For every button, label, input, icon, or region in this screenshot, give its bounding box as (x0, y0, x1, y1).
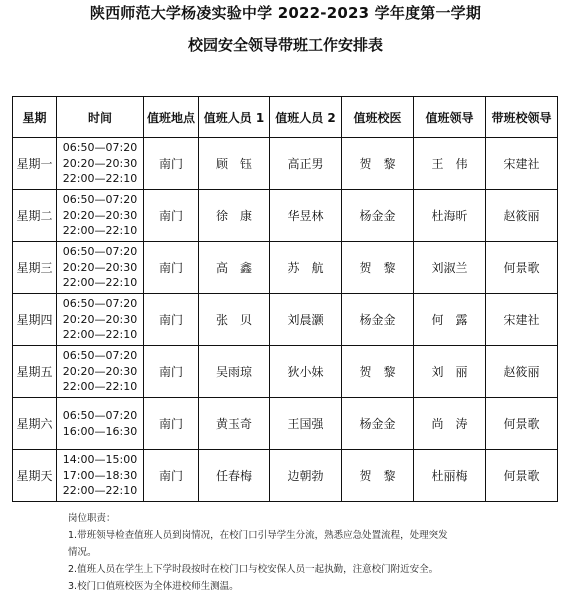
staff1-cell: 黄玉奇 (199, 398, 270, 450)
school-leader-cell: 赵筱丽 (486, 190, 558, 242)
location-cell: 南门 (144, 190, 199, 242)
leader-cell: 刘 丽 (414, 346, 486, 398)
table-row (13, 138, 558, 190)
doctor-cell: 贺 黎 (342, 450, 414, 502)
column-header-location: 值班地点 (144, 97, 199, 138)
staff1-cell: 吴雨琼 (199, 346, 270, 398)
column-header-leader: 值班领导 (414, 97, 486, 138)
doctor-cell: 贺 黎 (342, 346, 414, 398)
leader-cell: 杜丽梅 (414, 450, 486, 502)
location-cell: 南门 (144, 398, 199, 450)
time-slot: 06:50—07:20 (62, 193, 138, 207)
day-cell: 星期四 (13, 294, 57, 346)
school-leader-cell: 何景歌 (486, 242, 558, 294)
time-slot: 20:20—20:30 (62, 156, 138, 170)
time-slot: 22:00—22:10 (62, 276, 138, 290)
note-item-1: 1.带班领导检查值班人员到岗情况，在校门口引导学生分流，熟悉应急处置流程，处理突发 (68, 530, 448, 541)
table-row (13, 190, 558, 242)
leader-cell: 刘淑兰 (414, 242, 486, 294)
time-slot: 14:00—15:00 (62, 453, 138, 467)
note-item-3: 3.校门口值班校医为全体进校师生测温。 (68, 581, 239, 592)
time-slot: 22:00—22:10 (62, 484, 138, 498)
table-row (13, 346, 558, 398)
school-leader-cell: 宋建社 (486, 294, 558, 346)
staff2-cell: 边朝勃 (270, 450, 342, 502)
time-cell (57, 450, 144, 502)
column-header-doctor: 值班校医 (342, 97, 414, 138)
time-slot: 20:20—20:30 (62, 364, 138, 378)
staff2-cell: 狄小妹 (270, 346, 342, 398)
staff2-cell: 刘晨灏 (270, 294, 342, 346)
doctor-cell: 贺 黎 (342, 138, 414, 190)
time-slot: 20:20—20:30 (62, 208, 138, 222)
time-cell (57, 346, 144, 398)
school-leader-cell: 何景歌 (486, 398, 558, 450)
location-cell: 南门 (144, 450, 199, 502)
location-cell: 南门 (144, 294, 199, 346)
notes-heading: 岗位职责： (68, 513, 116, 524)
column-header-day: 星期 (13, 97, 57, 138)
time-cell (57, 242, 144, 294)
note-item-1-continued: 情况。 (68, 547, 97, 558)
staff2-cell: 王国强 (270, 398, 342, 450)
location-cell: 南门 (144, 346, 199, 398)
table-row (13, 450, 558, 502)
time-cell (57, 190, 144, 242)
school-leader-cell: 宋建社 (486, 138, 558, 190)
column-header-school-leader: 带班校领导 (486, 97, 558, 138)
time-slot: 06:50—07:20 (62, 297, 138, 311)
duty-notes (68, 510, 558, 595)
location-cell: 南门 (144, 242, 199, 294)
day-cell: 星期五 (13, 346, 57, 398)
day-cell: 星期二 (13, 190, 57, 242)
day-cell: 星期一 (13, 138, 57, 190)
doctor-cell: 贺 黎 (342, 242, 414, 294)
staff2-cell: 苏 航 (270, 242, 342, 294)
time-slot: 20:20—20:30 (62, 312, 138, 326)
time-slot: 06:50—07:20 (62, 409, 138, 422)
time-slot: 17:00—18:30 (62, 468, 138, 482)
column-header-staff1: 值班人员 1 (199, 97, 270, 138)
column-header-time: 时间 (57, 97, 144, 138)
note-item-2: 2.值班人员在学生上下学时段按时在校门口与校安保人员一起执勤，注意校门附近安全。 (68, 564, 439, 575)
doctor-cell: 杨金金 (342, 398, 414, 450)
duty-schedule-table (12, 96, 558, 502)
leader-cell: 尚 涛 (414, 398, 486, 450)
leader-cell: 何 露 (414, 294, 486, 346)
time-slot: 16:00—16:30 (62, 424, 138, 438)
column-header-staff2: 值班人员 2 (270, 97, 342, 138)
table-header-row (13, 97, 558, 138)
staff1-cell: 徐 康 (199, 190, 270, 242)
staff1-cell: 高 鑫 (199, 242, 270, 294)
doctor-cell: 杨金金 (342, 190, 414, 242)
doctor-cell: 杨金金 (342, 294, 414, 346)
day-cell: 星期三 (13, 242, 57, 294)
table-row (13, 294, 558, 346)
time-slot: 06:50—07:20 (62, 349, 138, 363)
day-cell: 星期六 (13, 398, 57, 450)
school-leader-cell: 何景歌 (486, 450, 558, 502)
time-slot: 22:00—22:10 (62, 328, 138, 342)
time-slot: 06:50—07:20 (62, 245, 138, 259)
time-slot: 06:50—07:20 (62, 141, 138, 155)
time-cell (57, 138, 144, 190)
time-cell (57, 398, 144, 450)
location-cell: 南门 (144, 138, 199, 190)
staff1-cell: 张 贝 (199, 294, 270, 346)
time-slot: 22:00—22:10 (62, 172, 138, 186)
table-row (13, 242, 558, 294)
staff1-cell: 顾 钰 (199, 138, 270, 190)
document-title: 陕西师范大学杨凌实验中学 2022-2023 学年度第一学期 (89, 4, 482, 22)
time-slot: 20:20—20:30 (62, 260, 138, 274)
day-cell: 星期天 (13, 450, 57, 502)
leader-cell: 王 伟 (414, 138, 486, 190)
time-cell (57, 294, 144, 346)
staff2-cell: 华昱林 (270, 190, 342, 242)
staff2-cell: 高正男 (270, 138, 342, 190)
document-subtitle: 校园安全领导带班工作安排表 (187, 36, 383, 54)
school-leader-cell: 赵筱丽 (486, 346, 558, 398)
time-slot: 22:00—22:10 (62, 380, 138, 394)
time-slot: 22:00—22:10 (62, 224, 138, 238)
staff1-cell: 任春梅 (199, 450, 270, 502)
table-row (13, 398, 558, 450)
leader-cell: 杜海昕 (414, 190, 486, 242)
